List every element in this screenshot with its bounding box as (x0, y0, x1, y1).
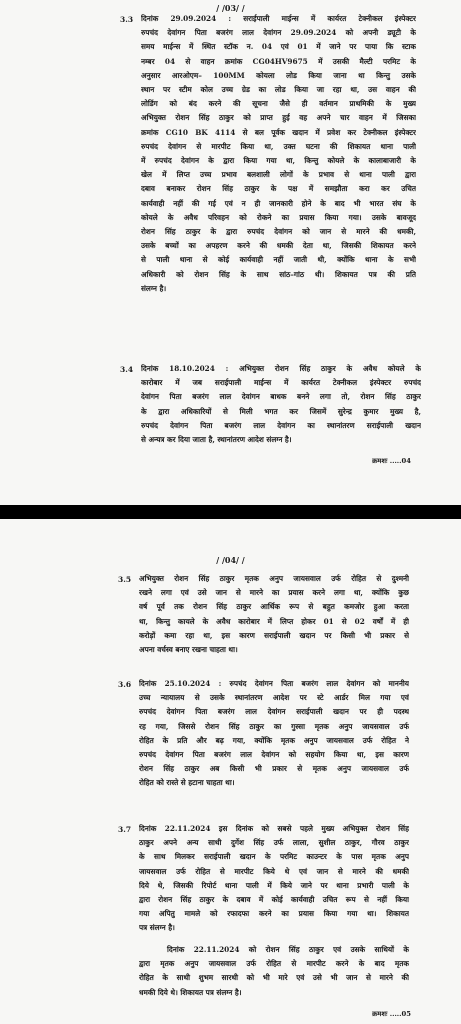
text-line: रोहित के प्रति और बढ़ गया, क्योंकि मृतक अनुप जायसवाल उर्फ रोहित ने (139, 735, 409, 745)
text-line: कार्यवाही नहीं की गई एवं न ही जानकारी होने के बाद भी भारत संघ के (141, 198, 416, 208)
text-line: दिनांक 29.09.2024 : सराईपाली माईन्स में कार्यरत टेक्नीकल इंस्पेक्टर (141, 14, 416, 23)
text-line: से अन्यत्र कर दिया जाता है, स्थानांतरण आदेश संलग्न है। (141, 435, 292, 445)
text-line: रोहित के साथी शुभम सारथी को भी मारे एवं उसे भी जान से मारने की (139, 973, 409, 983)
text-line: दिनांक 18.10.2024 : अभियुक्त रोशन सिंह ठाकुर के अवैध कोयले के (141, 364, 421, 373)
text-line: दबाव बनाकर रोशन सिंह ठाकुर के पक्ष में समझौता करा कर उचित (141, 184, 416, 194)
text-line: अभियुक्त रोशन सिंह ठाकुर मृतक अनुप जायसवाल उर्फ रोहित से दुश्मनी (139, 574, 409, 583)
continuation-marker: क्रमशः .....05 (372, 1010, 411, 1018)
section-body (141, 12, 416, 296)
text-line: दिये थे, जिसकी रिपोर्ट थाना पाली में किये जाने पर थाना प्रभारी पाली के (139, 880, 409, 890)
text-line: वर्ष पूर्व तक रोशन सिंह ठाकुर आर्थिक रूप से बहुत कमजोर हुआ करता (139, 602, 409, 612)
section-number: 3.3 (120, 15, 134, 24)
text-line: अनुसार आरओएम– 100MM कोयला लोड किया जाना था किन्तु उसके (141, 70, 416, 80)
text-line: द्वारा मृतक अनुप जायसवाल उर्फ रोहित से मारपीट करने के बाद मृतक (139, 959, 409, 969)
text-line: रुपचंद देवांगन से मारपीट किया था, उक्त घटना की शिकायत थाना पाली (141, 141, 416, 151)
text-line: समय माईन्स में स्थित स्टॉक न. 04 एवं 01 में जाने पर पाया कि स्टाक (141, 42, 416, 52)
text-line: लोडिंग को बंद करने की सूचना जैसे ही वर्तमान प्राथमिकी के मुख्य (141, 99, 416, 109)
text-line: कोयले के अवैध परिवहन को रोकने का प्रयास किया गया। उसके बावजूद (141, 212, 416, 222)
document-page-4 (0, 519, 461, 1024)
document-page-3 (0, 0, 461, 505)
text-line: रह गया, जिससे रोशन सिंह ठाकुर का गुस्सा मृतक अनुप जायसवाल उर्फ (139, 721, 409, 731)
text-line: करोड़ों कमा रहा था, इस कारण सराईपाली खदान पर किसी भी प्रकार से (139, 630, 409, 640)
text-line: के द्वारा अधिकारियों से मिली भगत कर जिसमें सुरेन्द्र कुमार मुख्य है, (141, 406, 421, 416)
text-line: खेल में लिप्त उच्च प्रभाव बलशाली लोगों के प्रभाव से थाना पाली द्वारा (141, 170, 416, 180)
text-line: देवांगन पिता बजरंग लाल देवांगन बाधक बनने लगा तो, रोशन सिंह ठाकुर (141, 392, 421, 402)
text-line: धमकी दिये थे। शिकायत पत्र संलग्न है। (139, 987, 242, 997)
section-number: 3.7 (118, 825, 132, 834)
text-line: रखने लगा एवं उसे जान से मारने का प्रयास करने लगा था, क्योंकि कुछ (139, 588, 409, 598)
text-line: दिनांक 22.11.2024 इस दिनांक को सबसे पहले मुख्य अभियुक्त रोशन सिंह (139, 824, 409, 833)
text-line: में रुपचंद देवांगन के द्वारा किया गया था, किन्तु कोयले के कालाबाजारी के (141, 156, 416, 166)
text-line: उच्च न्यायालय से उसके स्थानांतरण आदेश पर स्टे आर्डर मिल गया एवं (139, 693, 409, 703)
text-line: दिनांक 25.10.2024 : रुपचंद देवांगन पिता बजरंग लाल देवांगन को माननीय (139, 679, 409, 688)
text-line: क्रमांक CG10 BK 4114 से बल पूर्वक खदान में प्रवेश कर टेक्नीकल इंस्पेक्टर (141, 127, 416, 137)
text-line: गया अपितु मामले को रफादफा करने का प्रयास किया गया था। शिकायत (139, 909, 409, 919)
continuation-marker: क्रमशः .....04 (372, 457, 411, 465)
section-body (139, 572, 409, 657)
text-line: रुपचंद देवांगन पिता बजरंग लाल देवांगन का स्थानांतरण सराईपाली खदान (141, 420, 421, 430)
text-line: जायसवाल उर्फ रोहित से मारपीट किये थे एवं जान से मारने की धमकी (139, 866, 409, 876)
text-line: संलग्न है। (141, 283, 167, 293)
section-body (141, 362, 421, 447)
section-body (139, 943, 409, 1000)
text-line: नम्बर 04 से वाहन क्रमांक CG04HV9675 में उसकी मैल्टी परमिट के (141, 56, 416, 66)
page-number-header: / /04/ / (216, 555, 245, 565)
text-line: अभियुक्त रोशन सिंह ठाकुर को प्राप्त हुई वह अपने चार वाहन में जिसका (141, 113, 416, 123)
text-line: अधिकारी को रोशन सिंह के साथ सांठ–गांठ थी। शिकायत पत्र की प्रति (141, 269, 416, 279)
text-line: रुपचंद देवांगन पिता बजरंग लाल देवांगन सराईपाली खदान पर ही पदस्थ (139, 707, 409, 717)
text-line: से पाली थाना से कोई कार्यवाही नहीं जाती थी, क्योंकि थाना के सभी (141, 255, 416, 265)
text-line: द्वारा रोशन सिंह ठाकुर के दबाव में कोई कार्यवाही उचित रूप से नहीं किया (139, 895, 409, 905)
text-line: पत्र संलग्न है। (139, 923, 175, 933)
text-line: अपना वर्चस्व बनाए रखना चाहता था। (139, 645, 238, 655)
text-line: रोशन सिंह ठाकुर अब किसी भी प्रकार से मृतक अनुप जायसवाल उर्फ (139, 764, 409, 774)
text-line: के साथ मिलकर सराईपाली खदान के परमिट काउन्टर के पास मृतक अनुप (139, 852, 409, 862)
section-number: 3.4 (120, 365, 134, 374)
page-number-header: / /03/ / (216, 3, 245, 13)
section-number: 3.5 (118, 575, 132, 584)
text-line: ठाकुर अपने अन्य साथी दुर्गेश सिंह उर्फ लाला, सुशील ठाकुर, गौरव ठाकुर (139, 838, 409, 848)
text-line: रुपचंद देवांगन पिता बजरंग लाल देवांगन 29.09.2024 को अपनी ड्यूटी के (141, 28, 416, 38)
section-number: 3.6 (118, 680, 132, 689)
text-line: कारोबार में जब सराईपाली माईन्स में कार्यरत टेक्नीकल इंस्पेक्टर रुपचंद (141, 378, 421, 388)
text-line: रुपचंद देवांगन पिता बजरंग लाल देवांगन को सहयोग किया था, इस कारण (139, 750, 409, 760)
text-line: था, किन्तु कायले के अवैध कारोबार में लिप्त होकर 01 से 02 वर्षों में ही (139, 616, 409, 626)
text-line: रोहित को रास्ते से हटाना चाहता था। (139, 778, 235, 788)
text-line: दिनांक 22.11.2024 को रोशन सिंह ठाकुर एवं उसके साथियों के (167, 945, 409, 954)
section-body (139, 677, 409, 791)
text-line: उसके बच्चों का अपहरण करने की धमकी देता था, जिसकी शिकायत करने (141, 241, 416, 251)
text-line: रोशन सिंह ठाकुर के द्वारा रुपचंद देवांगन को जान से मारने की धमकी, (141, 227, 416, 237)
text-line: स्थान पर स्टीम कोल उच्च ग्रेड का लोड किया जा रहा था, उस वाहन की (141, 85, 416, 95)
section-body (139, 822, 409, 936)
